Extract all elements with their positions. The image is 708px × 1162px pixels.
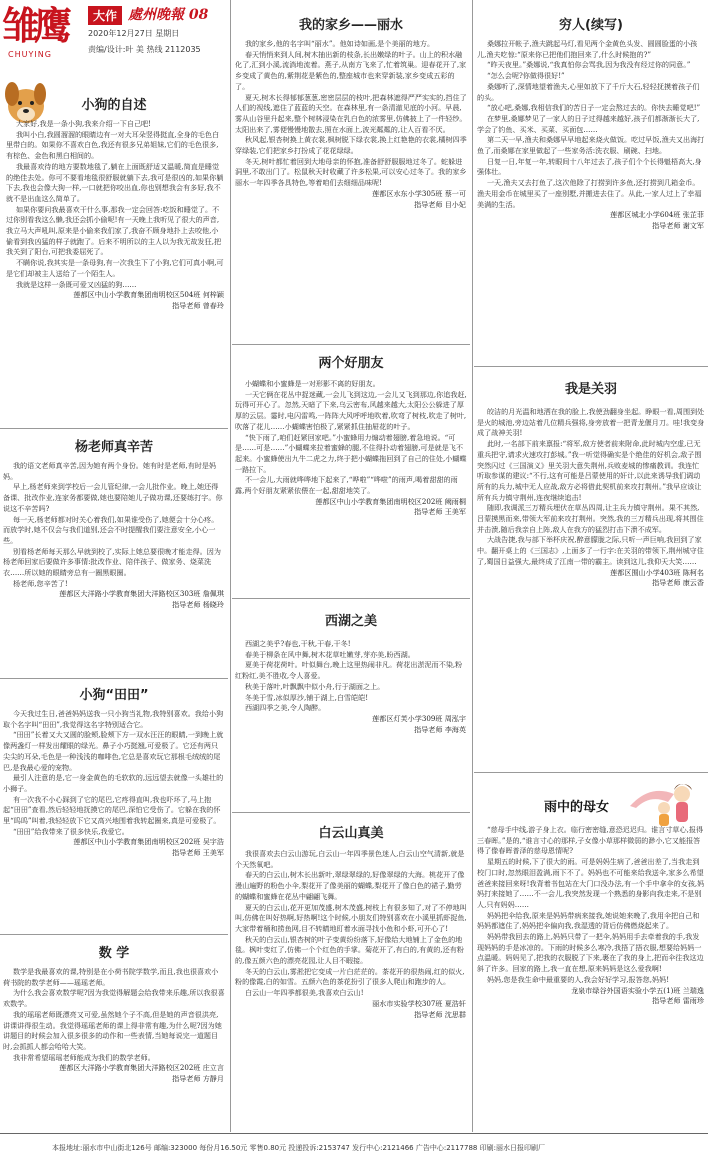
article-title: 小狗“田田” (79, 688, 149, 703)
paragraph: 我非常希望瑶瑶老师能成为我们的数学老师。 (12, 1052, 155, 1062)
teacher-line: 指导老师 曾春玲 (172, 300, 224, 310)
article-4 (0, 942, 228, 1085)
paragraph: 第二天一早,渔夫和桑娜早早地起来烧火做饭。吃过早饭,渔夫又出海打鱼了,而桑娜在家里做起了一些家务活:洗衣服、刷碗、扫地。 (477, 135, 705, 156)
teacher-line: 指导老师 目小妃 (414, 199, 466, 209)
paragraph: “快下雨了,咱们赶紧回家吧。”小蜜蜂用力煽动着翅膀,着急地说。“可是……可是……”小蝴蝶来拉着蜜蜂的腿,不住得扑动着翅膀,可是就是飞不起来。小蜜蜂使出九牛二虎之力,终于把小蝴蝶拖回到了自己的住处,小蝴蝶一路拉下。 (235, 432, 467, 474)
paragraph: 妈妈带我回去的路上,妈妈只带了一把伞,妈妈用手去牵着我的手,我发现妈妈的手是冰凉的。下雨的时候多么寒冷,我捂了捂衣服,想要给妈妈一点温暖。妈妈见了,把我的衣服脱了下来,裹在了我的身上,把而伞往我这边斜了许多。回家的路上,我一直在想,原来妈妈是这么爱我啊! (477, 932, 704, 974)
article-body (474, 407, 708, 568)
article-body (232, 379, 470, 497)
teacher-line: 指导老师 沈思群 (414, 1009, 466, 1019)
paragraph: 桑娜拉开帐子,渔夫跳起马灯,看见两个金黄色头发、圆圆脸蛋的小孩儿,渔夫吃惊:“原来你已把他们抱回来了,什么时候抱的?” (477, 39, 698, 59)
article-8 (232, 822, 470, 1020)
paragraph: 白云山一年四季都很美,我喜欢白云山! (244, 988, 364, 998)
paragraph: 在梦里,桑娜梦见了一家人的日子过得越来越好,孩子们都渐渐长大了,学会了钓鱼、买米、买菜、买面包…… (477, 113, 700, 134)
article-7 (232, 610, 470, 735)
paragraph: 星期五的时候,下了很大的雨。可是妈妈生病了,爸爸出差了,当我走到校门口时,忽然眼泪盈满,雨下不了。妈妈也不可能来给我送伞,家多么希望爸爸来接回来呀!我背着书包站在大门口没办法,有一个手中拿伞的女孩,妈妈打来接她了……不一会儿,我突然发现一个熟悉的身影向我走来,不是别人,只有妈妈…… (477, 857, 705, 909)
article-body (232, 849, 470, 999)
article-title: 数 学 (98, 946, 130, 961)
article-3 (0, 684, 228, 859)
paragraph: 春天的白云山,树木长出新叶,翠绿翠绿的,好像翠绿的大海。桃花开了像漫山遍野的粉色小伞,梨花开了像美丽的蝴蝶,梨花开了像白色的裙子,勤劳的蝴蝶和蜜蜂在花丛中翩翩飞舞。 (235, 870, 465, 901)
article-10 (474, 378, 708, 589)
article-title: 白云山真美 (318, 826, 384, 841)
footer: 本报地址:丽水市中山街北126号 邮编:323000 每份月16.50元 零售0.80元 投递投诉:2153747 发行中心:2121466 广告中心:2117788 印刷:丽水日报印刷厂 (0, 1133, 708, 1162)
author-line: 莲都区大洋路小学教育集团大洋路校区303班 詹佩琪 (59, 589, 224, 599)
paragraph: 今天我过生日,爸爸妈妈送我一只小狗当礼物,我特别喜欢。我给小狗取个名字叫“田田”,我觉得这名字特别适合它。 (3, 709, 224, 729)
paragraph: 西湖四季之美,令人陶醉。 (244, 703, 326, 713)
author-line: 莲都区中山小学教育集团南明校区504班 何梓颖 (73, 290, 224, 300)
article-body (0, 967, 228, 1063)
article-title: 西湖之美 (324, 614, 377, 629)
paragraph: 冬天的白云山,雾淞把它变成一片白茫茫的。茶花开的很热闹,红的似火,粉的像霞,白的如雪。五颜六色的茶花扮引了很多人爬山和跑步的人。 (235, 966, 465, 987)
paragraph: 春美于柳条在风中舞,树木花草吐嫩芽,芽亦美,盼西湖。 (244, 649, 415, 659)
article-5 (232, 14, 470, 210)
paragraph: 秋天的白云山,银杏树的叶子变黄纷纷落下,好像给大地铺上了金色的地毯。枫叶变红了,仿佛一个个红色的手掌。菊花开了,有白的,有黄的,还有粉的,像五颜六色的漂亮花园,让人目不暇接。 (235, 934, 464, 966)
paragraph: 秋风起,银杏树换上黄衣裳,枫树脱下绿衣裳,换上红艳艳的衣裳,橘树四季穿绿装,它们把家乡打扮成了花花绿绿。 (235, 135, 467, 156)
teacher-line: 指导老师 方靜月 (172, 1074, 224, 1084)
paragraph: 每一天,杨老师都对时关心着我们,如果谁受伤了,她便会十分心疼。而放学时,她不仅会与我们道别,还会不时提醒我们要注意安全,小心一些。 (3, 514, 219, 545)
paragraph: 为什么我会喜欢数学呢?因为我觉得解题会给我带来乐趣,所以我很喜欢数学。 (3, 988, 225, 1009)
issue-date: 2020年12月27日 星期日 (88, 29, 180, 38)
article-body (232, 39, 470, 189)
paragraph: “田田”长着又大又圆的脸颊,脸颊下方一双水汪汪的眼睛,一到晚上就像两盏灯一样发出耀眼的绿光。鼻子小巧挺翘,可爱极了。它还有两只尖尖的耳朵,毛色是一种浅浅的咖啡色,它总是喜欢玩它那根毛绒绒的尾巴,是我最心爱的宠物。 (3, 730, 224, 772)
paragraph: 妈妈,您是我生命中最重要的人,我会好好学习,报答您,妈妈! (486, 974, 670, 984)
paragraph: 西湖之美乎?春也,干秋,干春,干冬! (244, 639, 351, 648)
paragraph: “昨天夜里。”桑娜说,“我真怕你会骂我,因为我没有经过你的同意。” (486, 60, 691, 70)
article-title: 杨老师真辛苦 (74, 440, 153, 455)
teacher-line: 指导老师 杨晓玲 (172, 600, 224, 610)
teacher-line: 指导老师 雷雨珍 (652, 996, 704, 1006)
divider (0, 934, 228, 935)
author-line: 莲都区中山小学教育集团南明校区202班 阙雨桐 (315, 496, 466, 506)
paragraph: 不瞒你说,我其实是一条母狗,有一次我生下了小狗,它们可真小啊,可是它们却被主人送给了一个陌生人。 (6, 258, 224, 278)
paragraph: 我的瑶瑶老师既漂亮又可爱,虽然她个子不高,但是她的声音很洪亮,讲课讲得很生动。我觉得瑶瑶老师的课上得非常有趣,为什么呢?因为她讲题目的时候会加入很多很多的动作和一些表情,当她每说完一道题目时,会抓抓人都会哈哈大笑。 (3, 1009, 222, 1051)
paragraph: 别看杨老师每天那么早就到校了,实际上她总要很晚才能走得。因为杨老师回家后要做许多事情:批改作业、陪伴孩子、做家务、烧菜洗衣……所以她的眼睛旁总有一圈黑眼圈。 (3, 546, 221, 578)
paragraph: 春天悄悄来到人间,树木抽出新的枝条,长出嫩绿的叶子。山上的积水融化了,汇到小溪,流淌地流着。燕子,从南方飞来了,忙着筑巢。迎春花开了,家乡变成了黄色的,紫荆花是紫色的,整座城市也来穿新装,家乡变成五彩的了。 (235, 49, 467, 91)
article-title: 小狗的自述 (81, 98, 147, 113)
paragraph: 皎洁的月光温和地洒在我的脸上,我使劲翻身坐起。睁眼一看,周围到处是火的城池,旁边站着几位精兵强将,身旁放着一把青龙偃月刀。哇!我变身成了战神关羽! (477, 407, 705, 438)
author-line: 莲都区城北小学604班 张芷菲 (610, 210, 704, 220)
author-line: 莲都区大洋路小学教育集团大洋路校区202班 庄立言 (59, 1063, 224, 1073)
paragraph: 夏天的白云山,花开更加茂盛,树木茂盛,树枝上有很多知了,对了不停地叫叫,仿佛在叫好热啊,好热啊!这个时候,小朋友们特别喜欢在小溪里抓虾捉鱼,大家带着桶和捞鱼网,目不转睛地盯着水面寻找小鱼和小虾,可开心了! (235, 902, 467, 933)
logo: 雏鹰 (2, 3, 67, 48)
divider (0, 678, 228, 679)
column-rule (230, 0, 231, 1132)
author-line: 莲都区灯芙小学309班 周泓宇 (372, 713, 466, 723)
divider (474, 366, 708, 367)
paragraph: 妈妈把伞给我,原来是妈妈带病来接我,她说她来晚了,我用伞把自己和妈妈都遮住了,妈妈把伞偏向我,我湿透的背后仿佛燃烧起来了。 (477, 910, 700, 931)
paragraph: 秋美于落叶,叶飘飘中似小舟,行于湖面之上。 (244, 681, 385, 691)
author-line: 龙泉市绿谷外国语实验小学五(1)班 兰瑞逸 (571, 985, 704, 995)
divider (232, 598, 470, 599)
divider (232, 344, 470, 345)
paragraph: 随即,我调派三万精兵埋伏在草丛四周,让主兵力镇守荆州。果不其然,吕蒙摸黑而来,带领大军前来攻打荆州。突然,我的三万精兵出现,将其围住并击溃,随后我亲自上阵,敌人在我方的猛烈打击下溃不成军。 (477, 503, 704, 534)
paragraph: 夏美于荷花荷叶。叶似舞台,晚上这里热闹非凡。荷花出淤泥而不染,粉红粉红,美不胜收,令人喜爱。 (235, 660, 463, 681)
teacher-line: 指导老师 王美军 (172, 848, 224, 858)
article-body (474, 39, 708, 210)
editor-line: 责编/设计:叶 美 热线 2112035 (88, 45, 201, 54)
paragraph: 我很喜欢去白云山游玩,白云山一年四季景色迷人,白云山空气清新,就是个天然氧吧。 (235, 849, 465, 869)
teacher-line: 指导老师 谢文军 (652, 220, 704, 230)
teacher-line: 指导老师 康云香 (652, 578, 704, 588)
paragraph: 我就是这样一条既可爱又凶猛的狗…… (15, 279, 137, 289)
article-body (232, 639, 470, 714)
article-body (474, 825, 708, 986)
paragraph: 我叫小白,我圆溜溜的眼睛边有一对大耳朵竖得挺直,全身的毛色白里带白的。如果你不喜欢白色,我还有很多兄弟姐妹,它们的毛色很多,有棕色、金色和黑白相间的。 (6, 129, 220, 161)
article-body (0, 461, 228, 589)
paragraph: 大家好,我是一条小狗,我来介绍一下自己吧! (15, 119, 151, 128)
paragraph: 如果你要问我最喜欢干什么事,那我一定会回答:吃饭和睡觉了。不过你别看我这么懒,我还会抓小偷呢!有一天晚上我听见了很大的声音,我立马大声吼叫,原来是小偷来我们家了,我奋不顾身地扑上去咬他,小偷看到我凶猛的样子就跑了。后来不明所以的主人以为我无故发狂,把我关到了阳台,可把我委屈死了。 (6, 204, 222, 257)
column-1 (0, 0, 228, 1084)
paragraph: 小蝴蝶和小蜜蜂是一对形影不离的好朋友。 (244, 379, 380, 388)
section-badge: 大作 (88, 6, 122, 25)
article-11 (474, 796, 708, 1007)
article-title: 雨中的母女 (544, 800, 610, 815)
divider (232, 812, 470, 813)
paragraph: “田田”给我带来了很多快乐,我爱它。 (12, 826, 129, 836)
divider (0, 428, 228, 429)
paragraph: 冬天,树叶都忙着回到大地母亲的怀抱,准备舒舒服服地过冬了。蛇躲进洞里,不敢出门了。松鼠秋天时收藏了许多松果,可以安心过冬了。我的家乡丽水一年四季各具特色,等着咱们去细细品味呢! (235, 156, 467, 188)
paragraph: 夏天,树木长得郁郁葱葱,密密层层的枝叶,把森林遮得严严实实的,挡住了人们的视线,遮住了蓝蓝的天空。在森林里,有一条清澈见底的小河。早晨,雾从山谷里升起来,整个树林浸染在乳白色的浓雾里,仿佛披上了一件轻纱。太阳出来了,雾便慢慢地散去,照在水面上,波光粼粼的,让人百看不厌。 (235, 92, 467, 134)
paragraph: 不一会儿,大雨就哗哗地下起来了,“哗啦”“哗啦”的雨声,喝着甜甜的雨露,两个好朋友紧紧依偎在一起,甜甜地笑了。 (235, 475, 458, 496)
paragraph: 日复一日,年复一年,转眼间十八年过去了,孩子们个个长得魁梧高大,身强体壮。 (477, 156, 702, 177)
article-body (0, 709, 228, 837)
article-1 (0, 94, 228, 312)
paragraph: 早上,杨老师来到学校后一会儿管纪律,一会儿批作业。晚上,她还得备课、批改作业,连家务都要做,她也要陪她儿子做功课,还要练打字。你说这不辛苦吗? (3, 482, 223, 513)
paragraph: “放心吧,桑娜,我相信我们的苦日子一定会熬过去的。你快去睡觉吧!” (486, 103, 701, 113)
paragraph: 最引人注意的是,它一身金黄色的毛软软的,远远望去就像一头雄壮的小狮子。 (3, 773, 224, 793)
article-9 (474, 14, 708, 232)
paragraph: 有一次我不小心踩到了它的尾巴,它疼得直叫,我也吓坏了,马上抱起“田田”查看,然后轻轻地抚摸它的尾巴,深怕它受伤了。它躲在我的怀里“呜呜”叫着,我轻轻放下它又高兴地围着我转起圈来,真是可爱极了。 (3, 794, 221, 826)
paragraph: 一天,渔夫又去打鱼了,这次他除了打捞到许多鱼,还打捞到几箱金币。渔夫用金币在城里买了一座别墅,并搬进去住了。从此,一家人过上了幸福美满的生活。 (477, 178, 702, 209)
paragraph: 桑娜听了,深情地望着渔夫,心里如放下了千斤大石,轻轻抚摸着孩子们的头。 (477, 81, 700, 102)
article-title: 穷人(续写) (559, 18, 623, 33)
paragraph: 此时,一名部下前来禀报:“将军,敌方使者前来附命,此时城内空虚,已无重兵把守,请求火速攻打彭城。”我一听觉得确实是个绝佳的好机会,敌子围突然闪过《三国演义》里关羽大意失荆州,兵败麦城的惨痛教训。我连忙听取参谋的建议:“不行,这有可能是吕蒙使用的奸计,以此来诱导我们调动所有的兵力,城中无人应战,敌方必将借此契机前来攻打荆州。”我早应该让所有兵力镇守荆州,连夜继续追击! (477, 439, 702, 502)
paragraph: 杨老师,您辛苦了! (12, 578, 68, 588)
paragraph: 我最喜欢待的地方要数地毯了,躺在上面既舒适又温暖,简直是睡觉的绝佳去处。你可不要看地毯很舒服就躺下去,我可是很凶的,如果你躺下去,我也会像大狗一样,一口就把你咬出血,你也别想我会有多好,我不就不是出血这么简单了。 (6, 161, 224, 203)
author-line: 莲都区中山小学教育集团南明校区202班 吴宇浩 (73, 837, 224, 847)
masthead (0, 0, 228, 68)
paragraph: 数学是我最喜欢的课,特别是在小荷书院学数学,而且,我也很喜欢小荷书院的数学老师——瑶瑶老师。 (3, 967, 219, 987)
article-body (0, 119, 228, 290)
column-rule (472, 0, 473, 1132)
paper-name: 處州晚報 08 (128, 7, 209, 23)
teacher-line: 指导老师 王美军 (414, 507, 466, 517)
article-title: 我是关羽 (564, 382, 617, 397)
article-title: 两个好朋友 (318, 356, 384, 371)
author-line: 丽水市实验学校307班 夏浩轩 (372, 998, 466, 1008)
article-title: 我的家乡——丽水 (298, 18, 403, 33)
author-line: 莲都区水东小学305班 蔡一可 (372, 188, 466, 198)
paragraph: 大战告捷,我与部下举杯庆祝,醉意朦胧之际,只听一声巨响,我回到了家中。翻开桌上的《三国志》,上面多了一行字:在关羽的带领下,荆州城守住了,蜀国日益强大,最终成了江南一带的霸主。读到这儿,我仰天大笑…… (477, 535, 704, 566)
logo-subtitle: CHUYING (8, 50, 52, 59)
paragraph: 我的语文老师真辛苦,因为她有两个身份。她有时是老师,有时是妈妈。 (3, 461, 217, 481)
article-2 (0, 436, 228, 611)
paragraph: 冬美于雪,冰似厚沙,铺于湖上,白雪皑皑! (244, 692, 369, 702)
paragraph: 一天它俩在花丛中捉迷藏,一会儿飞到这边,一会儿又飞到那边,你追我赶,玩得可开心了。忽然,天暗了下来,乌云密布,风越来越大,太阳公公躲进了厚厚的云层。霎时,电闪雷鸣,一阵阵大风呼呼地吹着,吹弯了树枝,吹走了树叶,吹落了花儿……小蝴蝶害怕极了,紧紧抓住抽屉花的叶子。 (235, 389, 467, 431)
author-line: 莲都区囿山小学403班 陈柯名 (610, 567, 704, 577)
paragraph: “慈母手中线,游子身上衣。临行密密缝,意恐迟迟归。谁言寸草心,报得三春晖。”是的,“谁言寸心的那样,子女像小草那样微弱的渺小,它又能报答得了像春晖普泽的慈母恩情呢? (477, 825, 704, 856)
teacher-line: 指导老师 李海英 (414, 724, 466, 734)
paragraph: 我的家乡,他的名字叫“丽水”。他如诗如画,是个美丽的地方。 (244, 39, 435, 48)
article-6 (232, 352, 470, 518)
divider (474, 772, 708, 773)
paragraph: “怎么会呢?你做得很好!” (486, 71, 565, 81)
